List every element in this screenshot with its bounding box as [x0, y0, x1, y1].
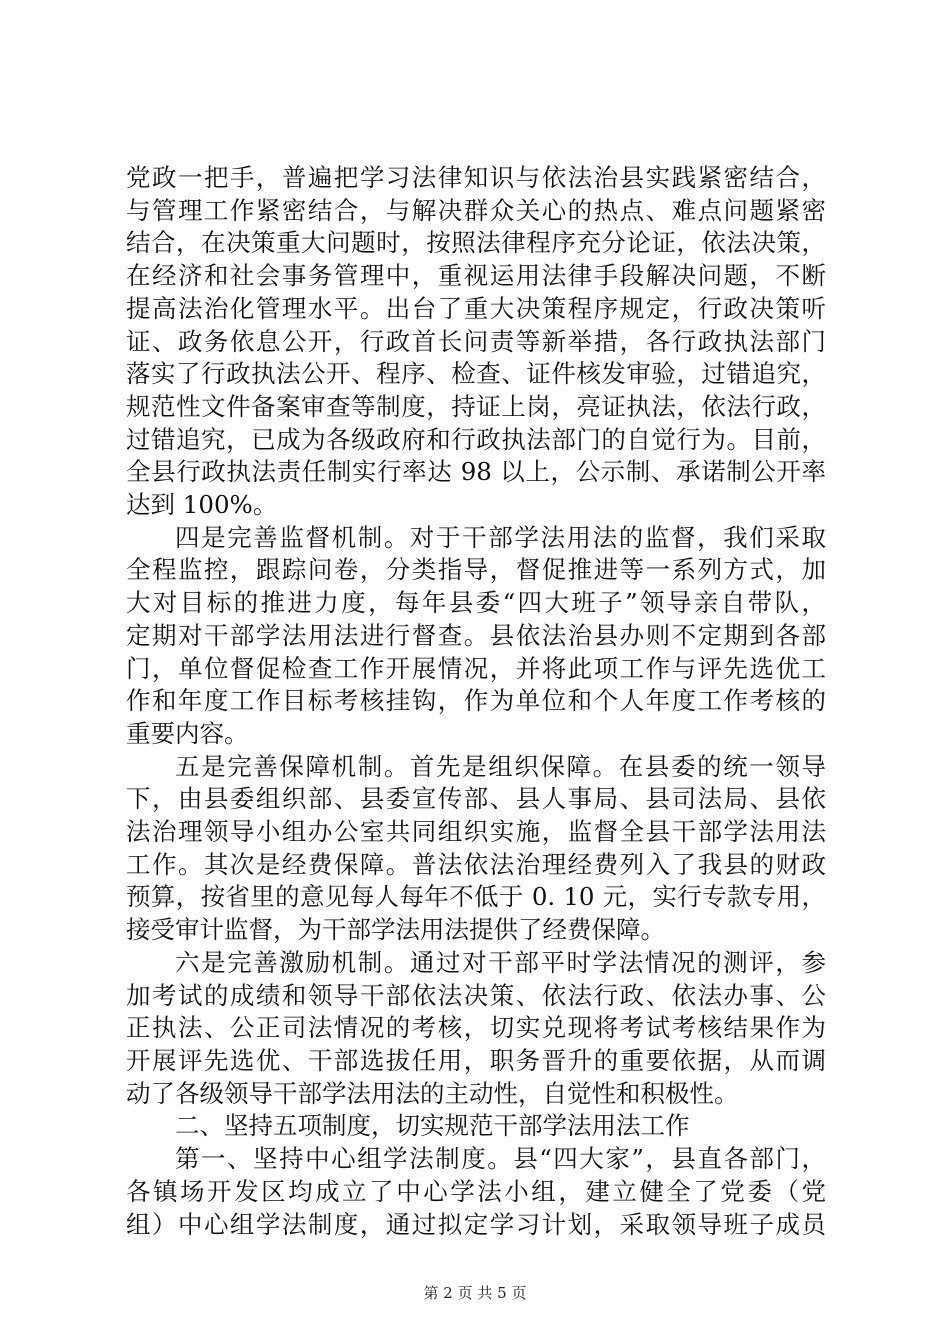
text-line: 加考试的成绩和领导干部依法决策、依法行政、依法办事、公 — [126, 980, 826, 1010]
text-line: 下，由县委组织部、县委宣传部、县人事局、县司法局、县依 — [126, 784, 826, 814]
text-line: 开展评先选优、干部选拔任用，职务晋升的重要依据，从而调 — [126, 1045, 826, 1075]
text-line: 过错追究，已成为各级政府和行政执法部门的自觉行为。目前， — [126, 424, 826, 454]
text-line: 大对目标的推进力度，每年县委“四大班子”领导亲自带队， — [126, 588, 826, 618]
text-line: 全县行政执法责任制实行率达 98 以上，公示制、承诺制公开率 — [126, 457, 826, 487]
text-line: 第一、坚持中心组学法制度。县“四大家”，县直各部门， — [175, 1144, 826, 1174]
text-line: 定期对干部学法用法进行督查。县依法治县办则不定期到各部 — [126, 620, 826, 650]
text-line: 作和年度工作目标考核挂钩，作为单位和个人年度工作考核的 — [126, 686, 826, 716]
text-line: 二、坚持五项制度，切实规范干部学法用法工作 — [175, 1111, 690, 1141]
text-line: 提高法治化管理水平。出台了重大决策程序规定，行政决策听 — [126, 293, 826, 323]
text-line: 接受审计监督，为干部学法用法提供了经费保障。 — [126, 915, 665, 945]
text-line: 达到 100%。 — [126, 490, 278, 520]
text-line: 六是完善激励机制。通过对干部平时学法情况的测评，参 — [175, 947, 826, 977]
text-line: 预算，按省里的意见每人每年不低于 0. 10 元，实行专款专用， — [126, 882, 826, 912]
text-line: 重要内容。 — [126, 718, 249, 748]
text-line: 组）中心组学法制度，通过拟定学习计划，采取领导班子成员 — [126, 1209, 826, 1239]
text-line: 工作。其次是经费保障。普法依法治理经费列入了我县的财政 — [126, 849, 826, 879]
text-line: 动了各级领导干部学法用法的主动性，自觉性和积极性。 — [126, 1078, 739, 1108]
text-line: 与管理工作紧密结合，与解决群众关心的热点、难点问题紧密 — [126, 195, 826, 225]
text-line: 在经济和社会事务管理中，重视运用法律手段解决问题，不断 — [126, 261, 826, 291]
text-line: 法治理领导小组办公室共同组织实施，监督全县干部学法用法 — [126, 817, 826, 847]
text-line: 规范性文件备案审查等制度，持证上岗，亮证执法，依法行政， — [126, 391, 826, 421]
text-line: 全程监控，跟踪问卷，分类指导，督促推进等一系列方式，加 — [126, 555, 826, 585]
page-footer: 第 2 页 共 5 页 — [423, 1284, 527, 1302]
text-line: 正执法、公正司法情况的考核，切实兑现将考试考核结果作为 — [126, 1013, 826, 1043]
text-line: 落实了行政执法公开、程序、检查、证件核发审验，过错追究， — [126, 359, 826, 389]
text-line: 四是完善监督机制。对于干部学法用法的监督，我们采取 — [175, 522, 826, 552]
text-line: 党政一把手，普遍把学习法律知识与依法治县实践紧密结合， — [126, 163, 826, 192]
text-line: 门，单位督促检查工作开展情况，并将此项工作与评先选优工 — [126, 653, 826, 683]
text-line: 证、政务依息公开，行政首长问责等新举措，各行政执法部门 — [126, 326, 826, 356]
text-line: 五是完善保障机制。首先是组织保障。在县委的统一领导 — [175, 751, 826, 781]
text-line: 各镇场开发区均成立了中心学法小组，建立健全了党委（党 — [126, 1176, 826, 1206]
document-body — [126, 162, 826, 1241]
text-line: 结合，在决策重大问题时，按照法律程序充分论证，依法决策， — [126, 228, 826, 258]
